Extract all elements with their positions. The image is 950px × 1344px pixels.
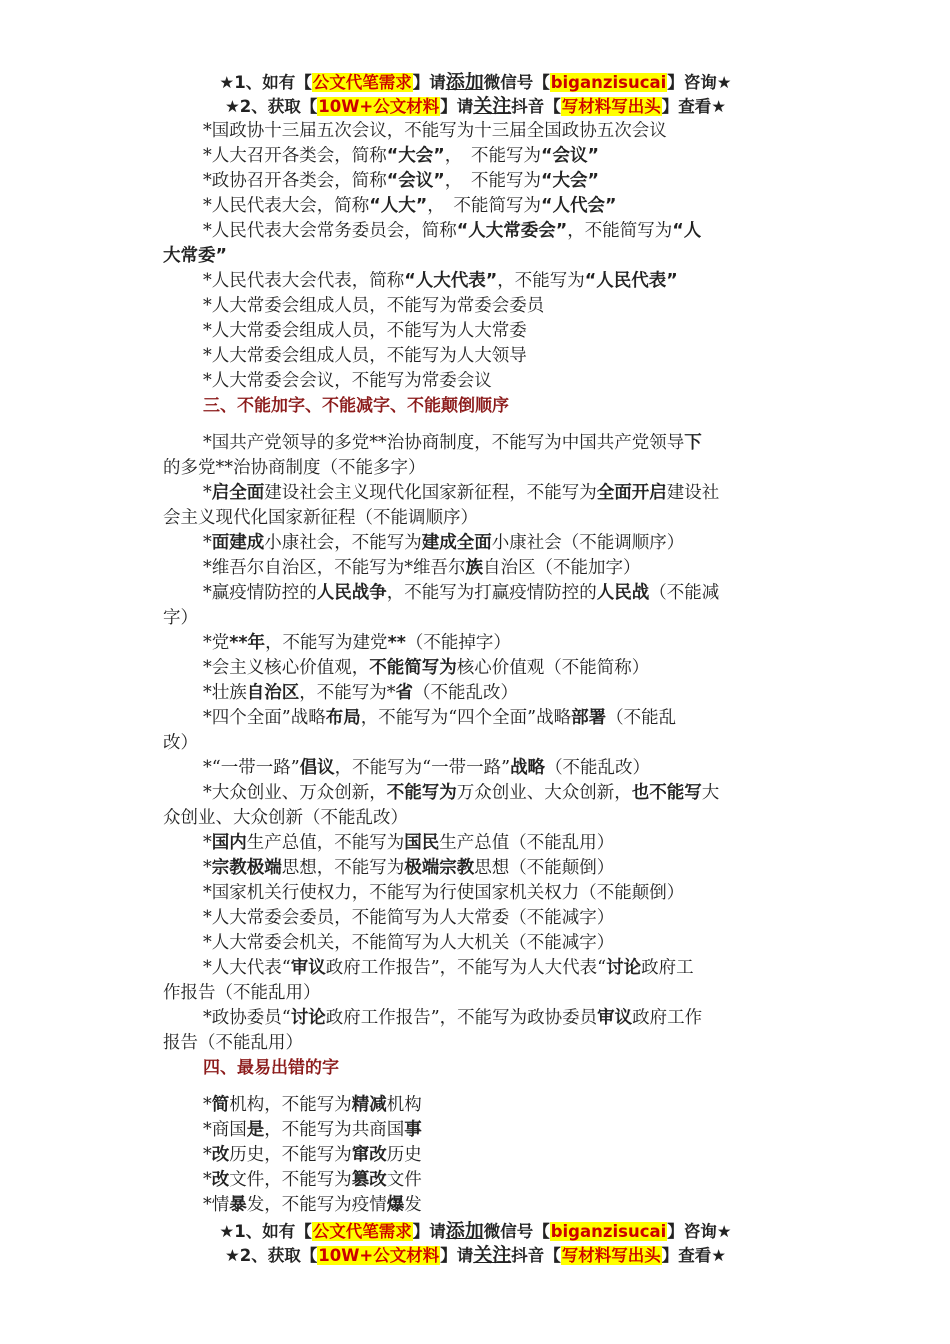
text-line: *人大常委会组成人员，不能写为人大常委 [203, 321, 527, 341]
promo-line-1-footer: ★1、如有【公文代笔需求】请添加微信号【biganzisucai】咨询★ [219, 1220, 732, 1242]
text-line: *人大常委会组成人员，不能写为人大领导 [203, 346, 527, 366]
star-icon: ★ [219, 73, 235, 92]
text-line: *人大常委会组成人员，不能写为常委会委员 [203, 296, 545, 316]
text-line: *人大代表“审议政府工作报告”，不能写为人大代表“讨论政府工 [203, 958, 694, 978]
text-line: 改） [163, 733, 198, 753]
text-line: *人民代表大会常务委员会，简称“人大常委会”，不能简写为“人 [203, 221, 702, 241]
text-line: *政协委员“讨论政府工作报告”，不能写为政协委员审议政府工作 [203, 1008, 703, 1028]
text-line: *情暴发，不能写为疫情爆发 [203, 1195, 422, 1215]
text-line: *大众创业、万众创新，不能写为万众创业、大众创新，也不能写大 [203, 783, 720, 803]
star-icon: ★ [224, 97, 240, 116]
text-line: 的多党**治协商制度（不能多字） [163, 458, 426, 478]
text-line: *商国是，不能写为共商国事 [203, 1120, 422, 1140]
text-line: *维吾尔自治区，不能写为*维吾尔族自治区（不能加字） [203, 558, 641, 578]
star-icon: ★ [219, 1222, 235, 1241]
text-line: *人大常委会会议，不能写为常委会议 [203, 371, 492, 391]
text-line: *改文件，不能写为篡改文件 [203, 1170, 422, 1190]
promo-highlight-wechat: biganzisucai [550, 73, 667, 92]
text-line: *人大召开各类会，简称“大会”， 不能写为“会议” [203, 146, 600, 166]
text-line: *国共产党领导的多党**治协商制度，不能写为中国共产党领导下 [203, 433, 702, 453]
promo-highlight-materials: 10W+公文材料 [318, 97, 440, 116]
text-line: *人民代表大会，简称“人大”， 不能简写为“人代会” [203, 196, 617, 216]
text-line: 众创业、大众创新（不能乱改） [163, 808, 408, 828]
text-line: *宗教极端思想，不能写为极端宗教思想（不能颠倒） [203, 858, 615, 878]
promo-line-1: ★1、如有【公文代笔需求】请添加微信号【biganzisucai】咨询★ [219, 71, 732, 93]
text-line: *“一带一路”倡议，不能写为“一带一路”战略（不能乱改） [203, 758, 651, 778]
text-line: *启全面建设社会主义现代化国家新征程，不能写为全面开启建设社 [203, 483, 720, 503]
text-line: *政协召开各类会，简称“会议”， 不能写为“大会” [203, 171, 600, 191]
text-line: *简机构，不能写为精减机构 [203, 1095, 422, 1115]
promo-line-2: ★2、获取【10W+公文材料】请关注抖音【写材料写出头】查看★ [224, 95, 727, 117]
text-line: *改历史，不能写为窜改历史 [203, 1145, 422, 1165]
text-line: 大常委” [163, 246, 228, 266]
text-line: *会主义核心价值观，不能简写为核心价值观（不能简称） [203, 658, 650, 678]
text-line: 字） [163, 608, 198, 628]
section-heading-4: 四、最易出错的字 [203, 1058, 339, 1078]
text-line: *赢疫情防控的人民战争，不能写为打赢疫情防控的人民战（不能减 [203, 583, 720, 603]
text-line: *人大常委会委员，不能简写为人大常委（不能减字） [203, 908, 615, 928]
text-line: *国家机关行使权力，不能写为行使国家机关权力（不能颠倒） [203, 883, 685, 903]
section-heading-3: 三、不能加字、不能减字、不能颠倒顺序 [203, 396, 509, 416]
text-line: *壮族自治区，不能写为*省（不能乱改） [203, 683, 518, 703]
text-line: 报告（不能乱用） [163, 1033, 303, 1053]
promo-highlight-service: 公文代笔需求 [312, 73, 412, 92]
text-line: *面建成小康社会，不能写为建成全面小康社会（不能调顺序） [203, 533, 685, 553]
text-line: *四个全面”战略布局，不能写为“四个全面”战略部署（不能乱 [203, 708, 677, 728]
text-line: *人大常委会机关，不能简写为人大机关（不能减字） [203, 933, 615, 953]
text-line: *国政协十三届五次会议，不能写为十三届全国政协五次会议 [203, 121, 667, 141]
text-line: *人民代表大会代表，简称“人大代表”，不能写为“人民代表” [203, 271, 678, 291]
text-line: *党**年，不能写为建党**（不能掉字） [203, 633, 511, 653]
star-icon: ★ [224, 1246, 240, 1265]
promo-line-2-footer: ★2、获取【10W+公文材料】请关注抖音【写材料写出头】查看★ [224, 1244, 727, 1266]
text-line: *国内生产总值，不能写为国民生产总值（不能乱用） [203, 833, 615, 853]
text-line: 会主义现代化国家新征程（不能调顺序） [163, 508, 478, 528]
promo-highlight-douyin: 写材料写出头 [561, 97, 661, 116]
text-line: 作报告（不能乱用） [163, 983, 321, 1003]
